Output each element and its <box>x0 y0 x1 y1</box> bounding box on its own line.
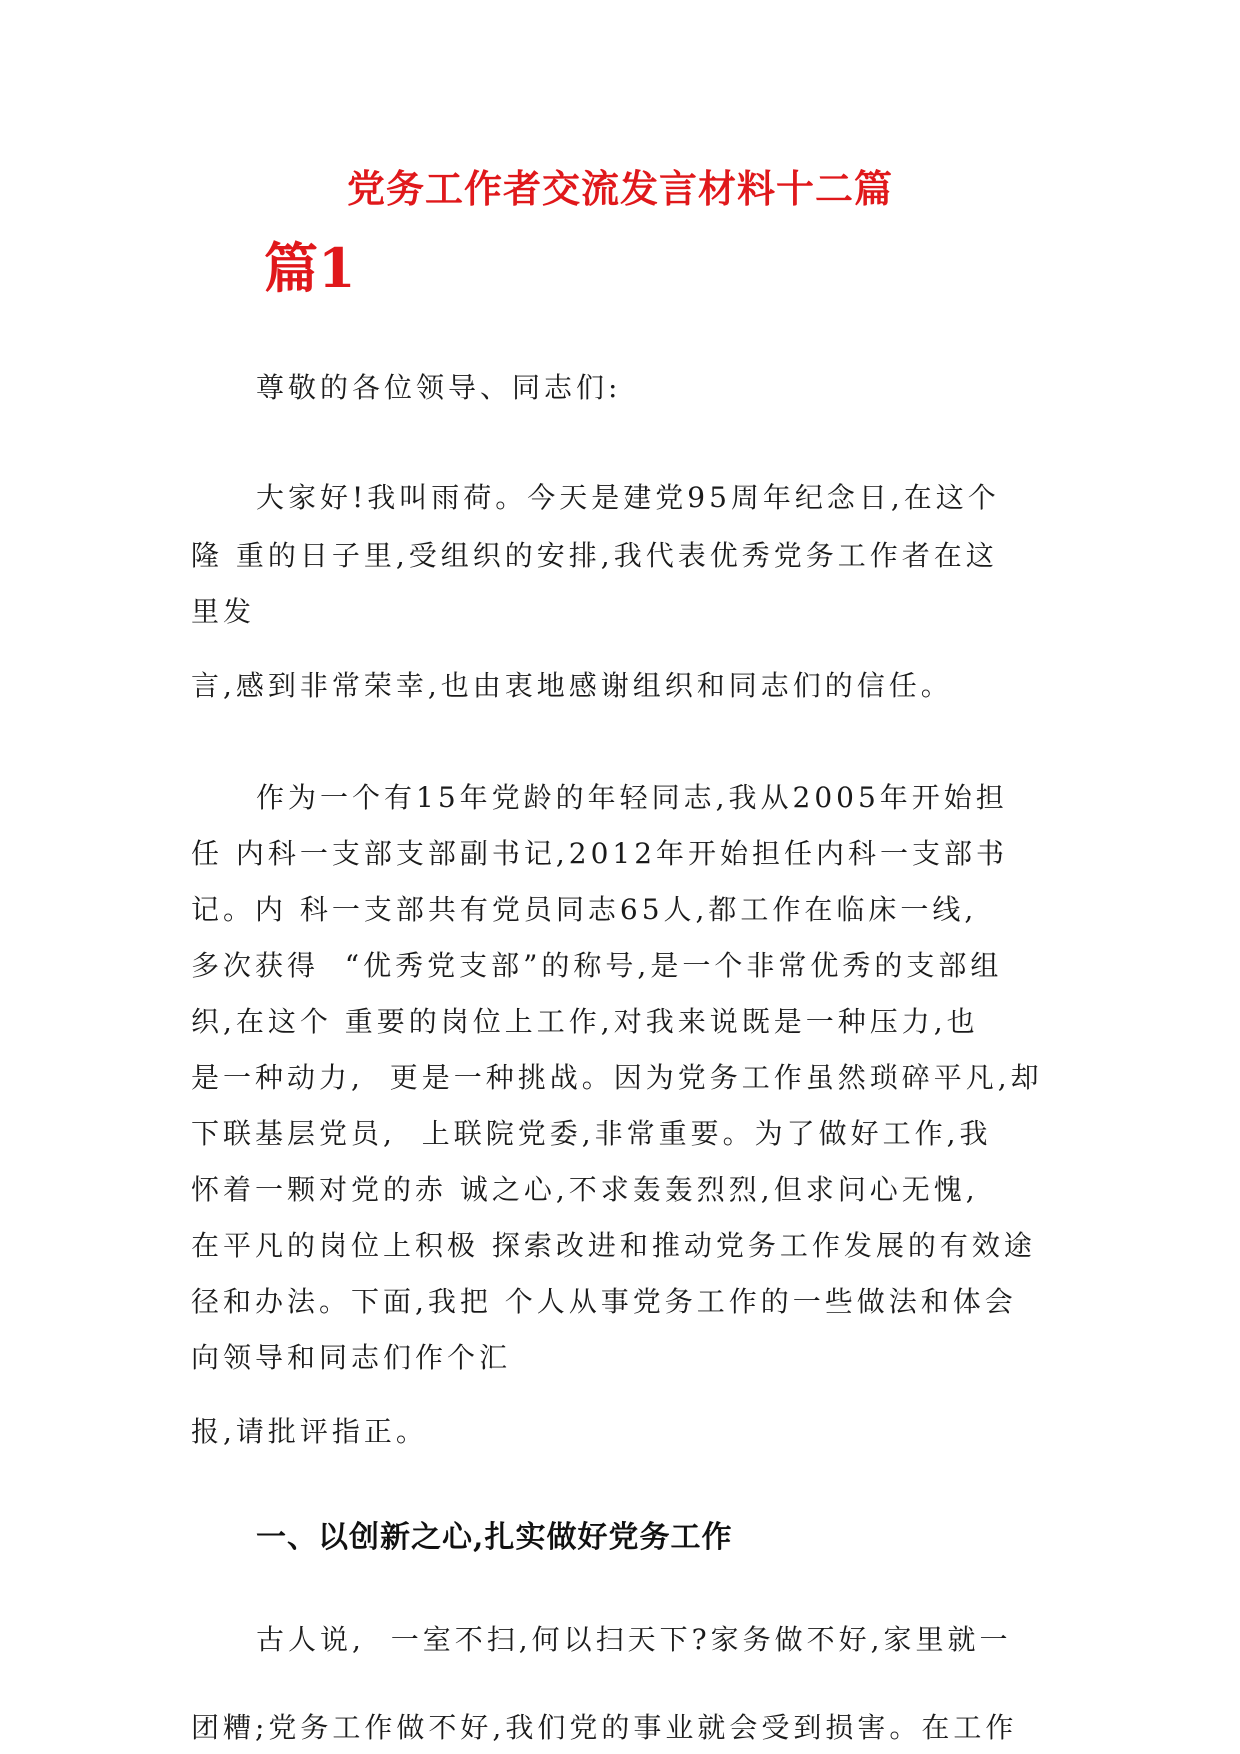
paragraph-line: 下联基层党员, 上联院党委,非常重要。为了做好工作,我 <box>191 1117 992 1150</box>
paragraph-line: 里发 <box>191 595 256 628</box>
paragraph-line: 团糟;党务工作做不好,我们党的事业就会受到损害。在工作 <box>191 1711 1018 1744</box>
paragraph-line: 任 内科一支部支部副书记,2012年开始担任内科一支部书 <box>191 837 1009 870</box>
paragraph-line: 织,在这个 重要的岗位上工作,对我来说既是一种压力,也 <box>191 1005 979 1038</box>
paragraph-line: 大家好!我叫雨荷。今天是建党95周年纪念日,在这个 <box>256 481 1000 514</box>
paragraph-line: 向领导和同志们作个汇 <box>191 1341 512 1374</box>
paragraph-line: 怀着一颗对党的赤 诚之心,不求轰轰烈烈,但求问心无愧, <box>191 1173 979 1206</box>
paragraph-line: 在平凡的岗位上积极 探索改进和推动党务工作发展的有效途 <box>191 1229 1036 1262</box>
paragraph-line: 径和办法。下面,我把 个人从事党务工作的一些做法和体会 <box>191 1285 1017 1318</box>
chapter-heading: 篇1 <box>264 236 356 300</box>
paragraph-line: 多次获得 “优秀党支部”的称号,是一个非常优秀的支部组 <box>191 949 1003 982</box>
paragraph-line: 是一种动力, 更是一种挑战。因为党务工作虽然琐碎平凡,却 <box>191 1061 1043 1094</box>
paragraph-line: 古人说, 一室不扫,何以扫天下?家务做不好,家里就一 <box>256 1623 1012 1656</box>
paragraph-line: 记。内 科一支部共有党员同志65人,都工作在临床一线, <box>191 893 978 926</box>
paragraph-line: 报,请批评指正。 <box>191 1415 428 1448</box>
greeting-line: 尊敬的各位领导、同志们: <box>256 371 622 404</box>
paragraph-line: 隆 重的日子里,受组织的安排,我代表优秀党务工作者在这 <box>191 539 998 572</box>
section-heading: 一、以创新之心,扎实做好党务工作 <box>256 1520 733 1555</box>
paragraph-line: 作为一个有15年党龄的年轻同志,我从2005年开始担 <box>256 781 1008 814</box>
paragraph-line: 言,感到非常荣幸,也由衷地感谢组织和同志们的信任。 <box>191 669 953 702</box>
document-title: 党务工作者交流发言材料十二篇 <box>346 166 893 211</box>
